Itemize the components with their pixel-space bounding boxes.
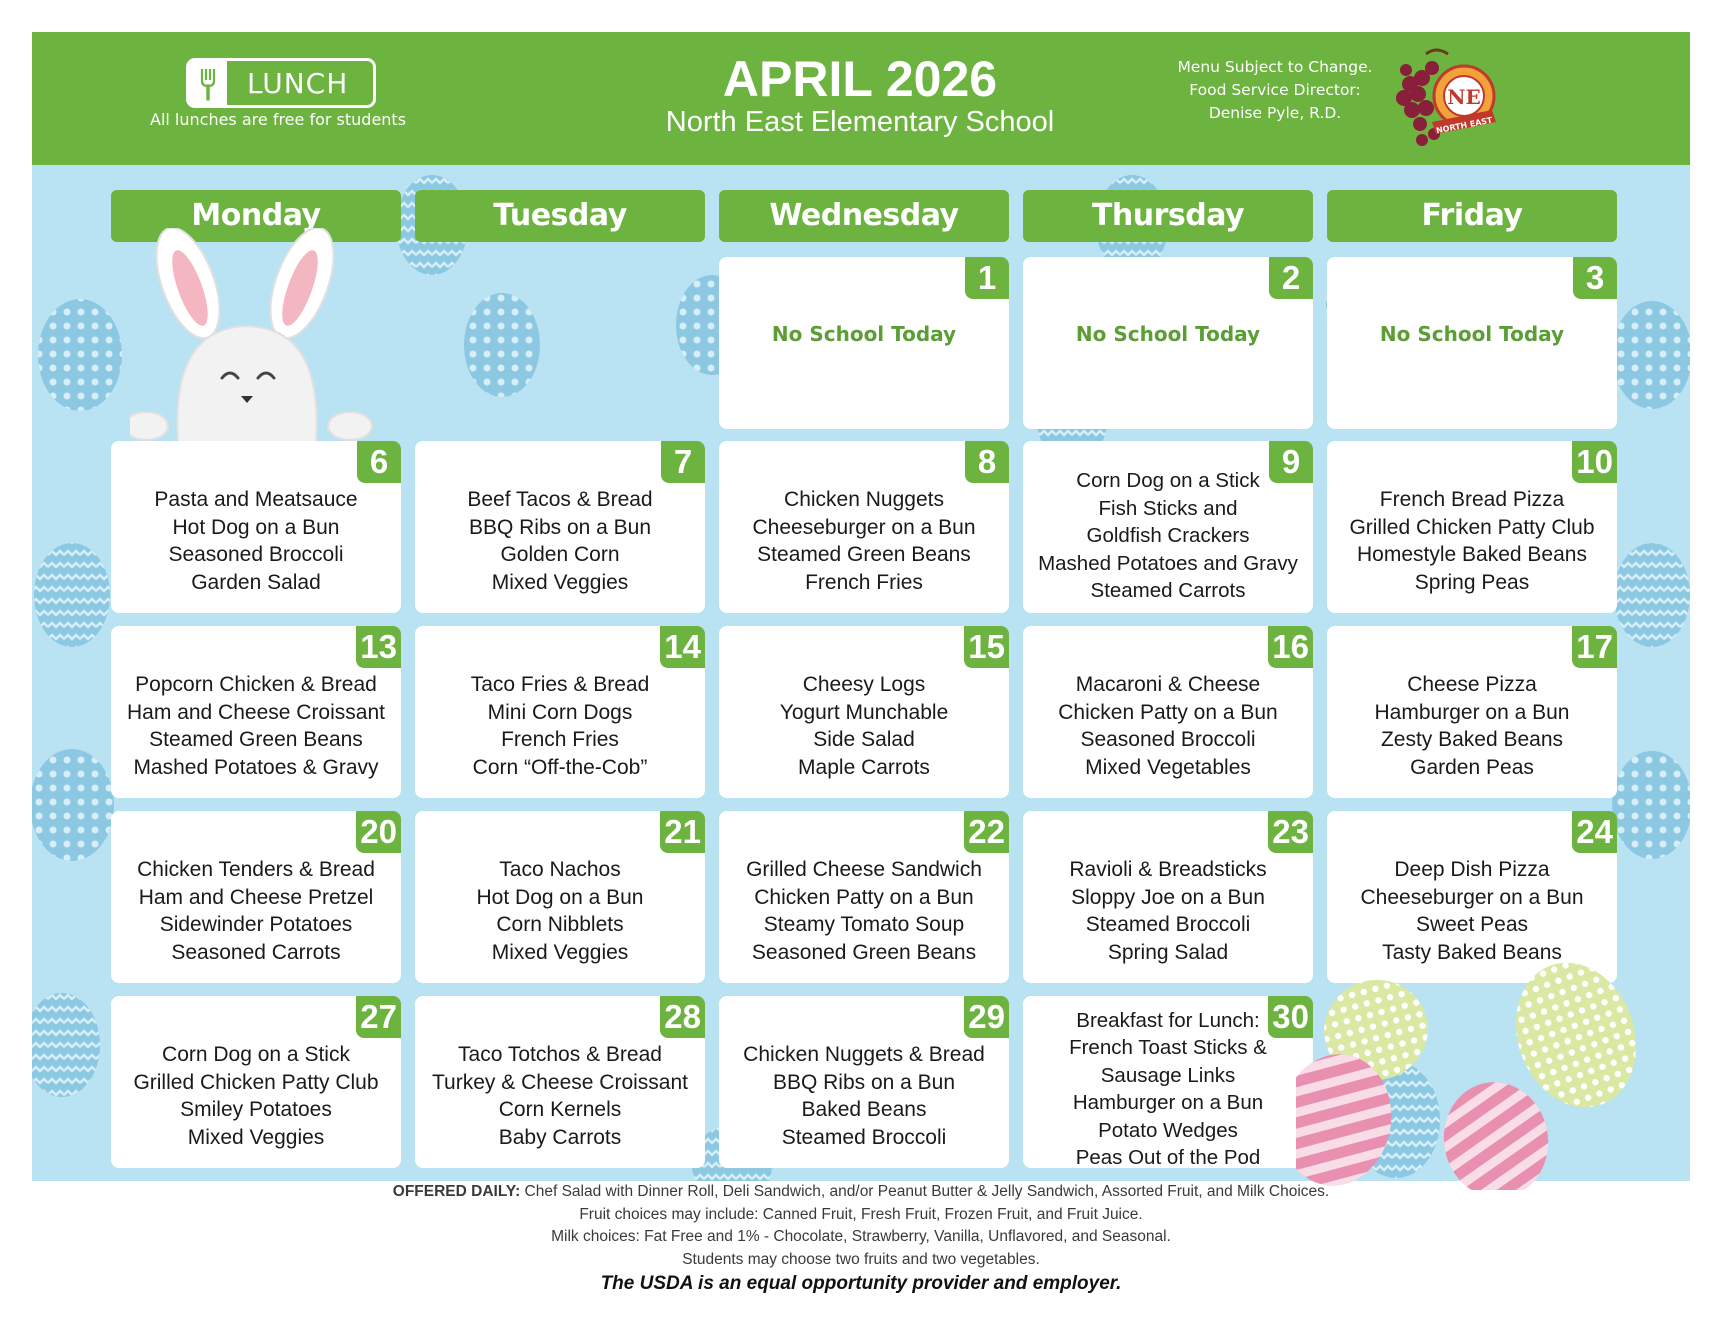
day-number: 27 <box>356 996 401 1038</box>
menu-item: Homestyle Baked Beans <box>1357 543 1587 566</box>
calendar-cell <box>1023 441 1313 613</box>
menu-item: Spring Salad <box>1107 940 1229 964</box>
menu-item: Popcorn Chicken & Bread <box>135 673 377 696</box>
menu-item: Hamburger on a Bun <box>1072 1091 1264 1114</box>
menu-item: Mixed Veggies <box>187 1125 325 1149</box>
calendar-cell <box>111 441 401 613</box>
menu-list <box>1023 1008 1313 1169</box>
menu-item: Hot Dog on a Bun <box>172 515 340 539</box>
menu-item: Breakfast for Lunch: <box>1076 1008 1260 1032</box>
menu-list <box>1023 463 1313 609</box>
menu-item: Side Salad <box>813 728 915 751</box>
menu-item: Tasty Baked Beans <box>1382 940 1562 964</box>
calendar-cell <box>1023 257 1313 429</box>
menu-list <box>719 843 1009 979</box>
menu-item: French Bread Pizza <box>1379 488 1565 511</box>
usda-statement: The USDA is an equal opportunity provider and employer. <box>600 1273 1122 1294</box>
menu-item: Seasoned Broccoli <box>168 543 344 566</box>
menu-item: Cheese Pizza <box>1407 673 1537 696</box>
menu-item: Cheeseburger on a Bun <box>1360 885 1584 909</box>
calendar-cell <box>415 441 705 613</box>
day-header-monday: Monday <box>111 190 401 242</box>
day-number: 9 <box>1269 441 1313 483</box>
menu-item: Garden Peas <box>1410 755 1534 779</box>
menu-item: Mashed Potatoes & Gravy <box>133 755 379 779</box>
menu-list <box>1327 843 1617 979</box>
menu-list <box>111 1028 401 1164</box>
menu-item: Macaroni & Cheese <box>1075 673 1261 696</box>
easter-eggs-illustration <box>1296 960 1690 1190</box>
menu-item: Mashed Potatoes and Gravy <box>1038 551 1298 575</box>
menu-item: Sidewinder Potatoes <box>159 913 353 936</box>
calendar-cell <box>1023 626 1313 798</box>
no-school-text: No School Today <box>1075 322 1261 346</box>
lunch-badge <box>186 58 376 108</box>
menu-item: Baked Beans <box>801 1098 927 1121</box>
calendar-cell <box>719 441 1009 613</box>
calendar-cell <box>1327 811 1617 983</box>
menu-item: Corn Dog on a Stick <box>162 1043 350 1066</box>
menu-item: Grilled Cheese Sandwich <box>746 858 982 881</box>
menu-item: Steamed Green Beans <box>757 543 971 566</box>
menu-item: Ham and Cheese Pretzel <box>138 885 374 909</box>
menu-list <box>719 1028 1009 1164</box>
bunny-illustration <box>130 228 390 448</box>
day-number: 29 <box>964 996 1009 1038</box>
menu-item: Taco Nachos <box>499 858 621 881</box>
menu-item: Peas Out of the Pod <box>1075 1146 1261 1169</box>
calendar-cell <box>719 811 1009 983</box>
calendar-cell <box>111 626 401 798</box>
menu-item: French Fries <box>501 728 619 751</box>
free-lunch-note: All lunches are free for students <box>150 110 407 129</box>
day-number: 6 <box>357 441 401 483</box>
calendar-cell <box>415 626 705 798</box>
menu-item: Cheeseburger on a Bun <box>752 515 976 539</box>
menu-list <box>415 843 705 979</box>
day-number: 30 <box>1268 996 1313 1038</box>
menu-item: Taco Fries & Bread <box>470 673 650 696</box>
menu-item: Mixed Vegetables <box>1085 755 1251 779</box>
day-number: 22 <box>964 811 1009 853</box>
menu-list <box>1023 658 1313 794</box>
menu-item: Corn Kernels <box>498 1098 622 1121</box>
menu-list <box>415 473 705 609</box>
menu-item: Sausage Links <box>1100 1063 1236 1087</box>
day-number: 8 <box>965 441 1009 483</box>
menu-item: Beef Tacos & Bread <box>467 488 653 511</box>
offered-daily-text: Chef Salad with Dinner Roll, Deli Sandwich, and/or Peanut Butter & Jelly Sandwich, Assorted Fruit, and Milk Choices. <box>524 1183 1330 1200</box>
menu-item: Steamed Broccoli <box>781 1125 947 1149</box>
calendar-cell <box>719 996 1009 1168</box>
day-header-friday: Friday <box>1327 190 1617 242</box>
day-number: 10 <box>1572 441 1617 483</box>
menu-item: Cheesy Logs <box>802 673 926 696</box>
offered-daily-line <box>32 1181 1690 1204</box>
menu-list <box>1327 473 1617 609</box>
menu-item: Mixed Veggies <box>491 940 629 964</box>
menu-item: Seasoned Green Beans <box>751 940 977 964</box>
footer-notes <box>32 1181 1690 1296</box>
menu-item: Maple Carrots <box>798 755 930 779</box>
menu-item: Ravioli & Breadsticks <box>1069 858 1267 881</box>
menu-item: Baby Carrots <box>498 1125 622 1149</box>
note-line: Food Service Director: <box>1189 81 1361 99</box>
page-title: APRIL 2026 <box>722 51 998 107</box>
menu-item: Potato Wedges <box>1098 1118 1238 1142</box>
day-number: 28 <box>660 996 705 1038</box>
calendar-cell <box>719 257 1009 429</box>
menu-item: Smiley Potatoes <box>180 1098 332 1121</box>
fruit-choices: Fruit choices may include: Canned Fruit, Fresh Fruit, Frozen Fruit, and Fruit Juice. <box>579 1205 1143 1223</box>
note-line: Denise Pyle, R.D. <box>1208 104 1342 122</box>
day-number: 2 <box>1269 257 1313 299</box>
menu-item: Steamed Green Beans <box>149 728 363 751</box>
calendar-cell <box>1023 811 1313 983</box>
day-number: 21 <box>660 811 705 853</box>
menu-item: Grilled Chicken Patty Club <box>133 1070 379 1094</box>
note-line: Menu Subject to Change. <box>1177 58 1373 76</box>
menu-item: French Toast Sticks & <box>1069 1036 1267 1059</box>
calendar-cell <box>719 626 1009 798</box>
calendar-cell <box>1327 441 1617 613</box>
menu-item: Fish Sticks and <box>1098 496 1238 520</box>
menu-item: BBQ Ribs on a Bun <box>772 1070 956 1094</box>
menu-item: Steamed Broccoli <box>1085 913 1251 936</box>
day-header-wednesday: Wednesday <box>719 190 1009 242</box>
menu-item: Chicken Nuggets <box>784 488 944 511</box>
menu-note <box>1160 56 1390 125</box>
calendar-cell <box>1023 996 1313 1168</box>
menu-list <box>415 658 705 794</box>
menu-item: Corn “Off-the-Cob” <box>472 755 648 779</box>
menu-item: Mixed Veggies <box>491 570 629 594</box>
menu-item: Chicken Patty on a Bun <box>754 885 974 909</box>
calendar-cell <box>1327 626 1617 798</box>
school-name: North East Elementary School <box>665 106 1055 138</box>
menu-item: Goldfish Crackers <box>1086 524 1250 548</box>
menu-item: BBQ Ribs on a Bun <box>468 515 652 539</box>
menu-item: Corn Dog on a Stick <box>1076 469 1260 493</box>
day-number: 23 <box>1268 811 1313 853</box>
menu-item: Yogurt Munchable <box>779 700 949 724</box>
day-number: 17 <box>1572 626 1617 668</box>
calendar-cell <box>111 811 401 983</box>
menu-list <box>111 843 401 979</box>
day-number: 14 <box>660 626 705 668</box>
menu-item: Sloppy Joe on a Bun <box>1071 885 1265 909</box>
lunch-label: LUNCH <box>247 67 349 100</box>
menu-item: Steamy Tomato Soup <box>763 913 965 936</box>
no-school-text: No School Today <box>771 322 957 346</box>
day-number: 1 <box>965 257 1009 299</box>
day-number: 13 <box>356 626 401 668</box>
day-number: 20 <box>356 811 401 853</box>
calendar-cell <box>415 996 705 1168</box>
menu-item: Golden Corn <box>500 543 620 566</box>
menu-item: Sweet Peas <box>1415 913 1529 936</box>
no-school-text: No School Today <box>1379 322 1565 346</box>
logo-text: NORTH EAST <box>1435 115 1494 136</box>
day-number: 16 <box>1268 626 1313 668</box>
menu-item: Zesty Baked Beans <box>1380 728 1564 751</box>
menu-list <box>415 1028 705 1164</box>
menu-item: Chicken Patty on a Bun <box>1058 700 1278 724</box>
menu-item: Grilled Chicken Patty Club <box>1349 515 1595 539</box>
menu-item: Deep Dish Pizza <box>1394 858 1550 881</box>
logo-initials: NE <box>1447 85 1481 109</box>
menu-item: Seasoned Broccoli <box>1080 728 1256 751</box>
day-number: 3 <box>1573 257 1617 299</box>
menu-item: Garden Salad <box>191 570 321 594</box>
calendar-cell <box>111 996 401 1168</box>
menu-item: Chicken Nuggets & Bread <box>743 1043 985 1066</box>
menu-list <box>111 473 401 609</box>
student-choice-note: Students may choose two fruits and two vegetables. <box>682 1250 1040 1268</box>
day-number: 15 <box>964 626 1009 668</box>
menu-list <box>719 658 1009 794</box>
fork-icon <box>189 61 227 105</box>
milk-choices: Milk choices: Fat Free and 1% - Chocolate, Strawberry, Vanilla, Unflavored, and Seasonal. <box>551 1228 1171 1245</box>
menu-list <box>111 658 401 794</box>
menu-item: Taco Totchos & Bread <box>458 1043 662 1066</box>
menu-item: Hot Dog on a Bun <box>476 885 644 909</box>
menu-item: Turkey & Cheese Croissant <box>432 1070 688 1094</box>
menu-item: Mini Corn Dogs <box>487 700 633 724</box>
menu-item: Steamed Carrots <box>1090 579 1246 603</box>
menu-item: Ham and Cheese Croissant <box>127 700 385 724</box>
menu-item: Chicken Tenders & Bread <box>137 858 375 881</box>
day-number: 24 <box>1572 811 1617 853</box>
menu-list <box>1327 658 1617 794</box>
menu-list <box>719 473 1009 609</box>
menu-list <box>1023 843 1313 979</box>
menu-item: French Fries <box>805 570 923 594</box>
calendar-cell <box>1327 257 1617 429</box>
menu-item: Hamburger on a Bun <box>1374 700 1570 724</box>
menu-item: Seasoned Carrots <box>171 940 341 964</box>
offered-daily-label: OFFERED DAILY: <box>392 1183 521 1200</box>
menu-item: Corn Nibblets <box>496 913 624 936</box>
school-logo <box>1392 44 1512 154</box>
menu-item: Pasta and Meatsauce <box>154 488 358 511</box>
calendar-cell <box>415 811 705 983</box>
menu-item: Spring Peas <box>1414 570 1530 594</box>
day-header-thursday: Thursday <box>1023 190 1313 242</box>
day-header-tuesday: Tuesday <box>415 190 705 242</box>
day-number: 7 <box>661 441 705 483</box>
